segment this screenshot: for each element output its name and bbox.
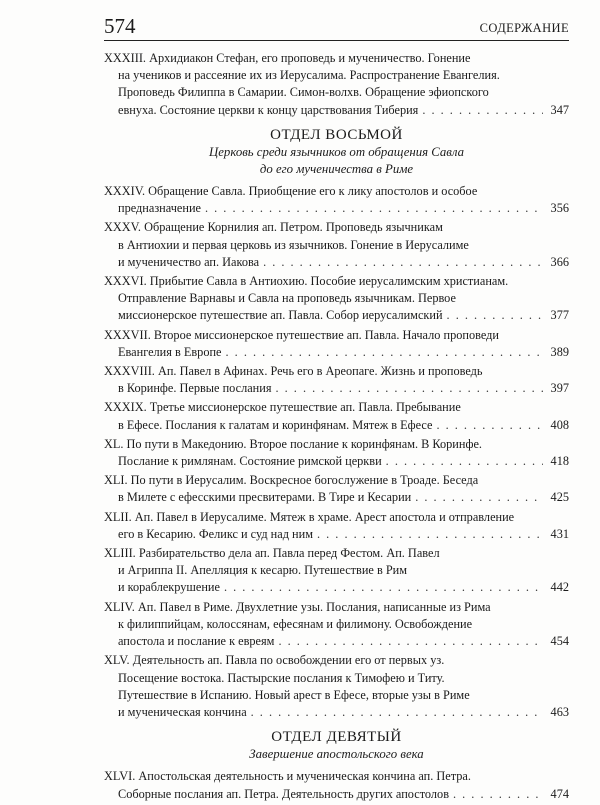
entry-page-number: 366 bbox=[550, 254, 569, 269]
toc-entry[interactable] bbox=[104, 273, 569, 325]
entry-line bbox=[104, 254, 569, 271]
entry-text: в Милете с ефесскими пресвитерами. В Тире и Кесарии bbox=[118, 490, 412, 505]
entry-page-number: 431 bbox=[550, 526, 569, 541]
entry-line: XLIV. Ап. Павел в Риме. Двухлетние узы. Послания, написанные из Рима bbox=[104, 599, 491, 614]
entry-line bbox=[104, 344, 569, 361]
entry-line: Посещение востока. Пастырские послания к Тимофею и Титу. bbox=[118, 670, 445, 685]
dot-leader bbox=[251, 704, 543, 721]
entry-page-number: 356 bbox=[550, 201, 569, 216]
entry-line: XXXIX. Третье миссионерское путешествие ап. Павла. Пребывание bbox=[104, 400, 461, 415]
entry-text: миссионерское путешествие ап. Павла. Собор иерусалимский bbox=[118, 308, 443, 323]
toc-entry[interactable] bbox=[104, 599, 569, 651]
entry-text: евнуха. Состояние церкви к концу царствования Тиберия bbox=[118, 102, 419, 117]
toc-entry[interactable] bbox=[104, 399, 569, 433]
dot-leader bbox=[263, 254, 543, 271]
entry-line: XXXVII. Второе миссионерское путешествие ап. Павла. Начало проповеди bbox=[104, 327, 499, 342]
entry-page-number: 377 bbox=[550, 308, 569, 323]
entry-line: к филиппийцам, колоссянам, ефесянам и филимону. Освобождение bbox=[118, 616, 473, 631]
dot-leader bbox=[447, 307, 543, 324]
page-number: 574 bbox=[104, 14, 136, 38]
entry-line bbox=[104, 200, 569, 217]
entry-line: Путешествие в Испанию. Новый арест в Ефесе, вторые узы в Риме bbox=[118, 687, 470, 702]
entry-line: XLVI. Апостольская деятельность и мученическая кончина ап. Петра. bbox=[104, 769, 471, 784]
entry-line: XLI. По пути в Иерусалим. Воскресное богослужение в Троаде. Беседа bbox=[104, 473, 479, 488]
entry-page-number: 347 bbox=[550, 102, 569, 117]
entry-line: XXXIII. Архидиакон Стефан, его проповедь и мученичество. Гонение bbox=[104, 51, 471, 65]
section-heading bbox=[104, 127, 569, 178]
table-of-contents bbox=[104, 50, 569, 805]
dot-leader bbox=[278, 633, 543, 650]
entry-page-number: 442 bbox=[550, 580, 569, 595]
entry-page-number: 389 bbox=[550, 344, 569, 359]
dot-leader bbox=[276, 380, 544, 397]
toc-entry[interactable] bbox=[104, 50, 569, 119]
section-title: ОТДЕЛ ДЕВЯТЫЙ bbox=[271, 729, 402, 746]
entry-line: Отправление Варнавы и Савла на проповедь язычникам. Первое bbox=[118, 291, 456, 306]
entry-line bbox=[104, 786, 569, 803]
toc-entry[interactable] bbox=[104, 363, 569, 397]
entry-line bbox=[104, 704, 569, 721]
entry-line: XLII. Ап. Павел в Иерусалиме. Мятеж в храме. Арест апостола и отправление bbox=[104, 509, 515, 524]
entry-text: Соборные послания ап. Петра. Деятельность других апостолов bbox=[118, 786, 449, 801]
toc-entry[interactable] bbox=[104, 545, 569, 597]
entry-line: XXXVI. Прибытие Савла в Антиохию. Пособие иерусалимским христианам. bbox=[104, 274, 509, 289]
dot-leader bbox=[386, 453, 543, 470]
dot-leader bbox=[415, 489, 543, 506]
entry-line: в Антиохии и первая церковь из язычников. Гонение в Иерусалиме bbox=[118, 237, 469, 252]
entry-line bbox=[104, 417, 569, 434]
entry-line: на учеников и рассеяние их из Иерусалима. Распространение Евангелия. bbox=[118, 68, 500, 83]
entry-line: и Агриппа II. Апелляция к кесарю. Путешествие в Рим bbox=[118, 563, 408, 578]
section-title: ОТДЕЛ ВОСЬМОЙ bbox=[270, 126, 403, 143]
entry-text: в Ефесе. Послания к галатам и коринфянам. Мятеж в Ефесе bbox=[118, 417, 433, 432]
entry-line: XLV. Деятельность ап. Павла по освобождении его от первых уз. bbox=[104, 653, 445, 668]
entry-line bbox=[104, 633, 569, 650]
entry-page-number: 397 bbox=[550, 381, 569, 396]
entry-line bbox=[104, 579, 569, 596]
entry-line bbox=[104, 380, 569, 397]
toc-entry[interactable] bbox=[104, 472, 569, 506]
entry-text: Послание к римлянам. Состояние римской церкви bbox=[118, 454, 382, 469]
entry-line: XL. По пути в Македонию. Второе послание к коринфянам. В Коринфе. bbox=[104, 436, 482, 451]
dot-leader bbox=[453, 786, 543, 803]
entry-page-number: 418 bbox=[550, 454, 569, 469]
entry-line bbox=[104, 307, 569, 324]
section-heading bbox=[104, 729, 569, 763]
toc-entry[interactable] bbox=[104, 327, 569, 361]
page-header bbox=[104, 14, 569, 40]
entry-line bbox=[104, 526, 569, 543]
entry-text: в Коринфе. Первые послания bbox=[118, 381, 272, 396]
section-subtitle: Завершение апостольского века bbox=[249, 747, 424, 762]
toc-entry[interactable] bbox=[104, 436, 569, 470]
entry-page-number: 463 bbox=[550, 704, 569, 719]
toc-entry[interactable] bbox=[104, 183, 569, 217]
entry-line: XXXVIII. Ап. Павел в Афинах. Речь его в Ареопаге. Жизнь и проповедь bbox=[104, 364, 483, 379]
entry-page-number: 454 bbox=[550, 634, 569, 649]
entry-text: и мученичество ап. Иакова bbox=[118, 254, 260, 269]
running-head: СОДЕРЖАНИЕ bbox=[479, 21, 569, 35]
entry-text: и мученическая кончина bbox=[118, 704, 247, 719]
entry-line bbox=[104, 453, 569, 470]
dot-leader bbox=[436, 417, 543, 434]
entry-line: XXXIV. Обращение Савла. Приобщение его к лику апостолов и особое bbox=[104, 184, 478, 199]
entry-line: Проповедь Филиппа в Самарии. Симон-волхв. Обращение эфиопского bbox=[118, 85, 489, 100]
toc-entry[interactable] bbox=[104, 219, 569, 271]
section-subtitle: до его мученичества в Риме bbox=[259, 162, 414, 177]
dot-leader bbox=[205, 200, 543, 217]
entry-text: Евангелия в Европе bbox=[118, 344, 222, 359]
entry-line: XLIII. Разбирательство дела ап. Павла перед Фестом. Ап. Павел bbox=[104, 546, 440, 561]
dot-leader bbox=[224, 579, 543, 596]
header-rule bbox=[104, 40, 569, 41]
entry-line bbox=[104, 489, 569, 506]
entry-page-number: 474 bbox=[550, 786, 569, 801]
entry-line: XXXV. Обращение Корнилия ап. Петром. Проповедь язычникам bbox=[104, 220, 443, 235]
toc-entry[interactable] bbox=[104, 509, 569, 543]
entry-text: предназначение bbox=[118, 201, 201, 216]
toc-entry[interactable] bbox=[104, 768, 569, 802]
toc-entry[interactable] bbox=[104, 652, 569, 721]
dot-leader bbox=[422, 102, 543, 119]
entry-line bbox=[104, 102, 569, 119]
entry-text: и кораблекрушение bbox=[118, 580, 220, 595]
dot-leader bbox=[226, 344, 543, 361]
entry-page-number: 425 bbox=[550, 490, 569, 505]
section-subtitle: Церковь среди язычников от обращения Савла bbox=[209, 145, 464, 160]
entry-page-number: 408 bbox=[550, 417, 569, 432]
entry-text: апостола и послание к евреям bbox=[118, 634, 275, 649]
entry-text: его в Кесарию. Феликс и суд над ним bbox=[118, 526, 313, 541]
dot-leader bbox=[317, 526, 543, 543]
